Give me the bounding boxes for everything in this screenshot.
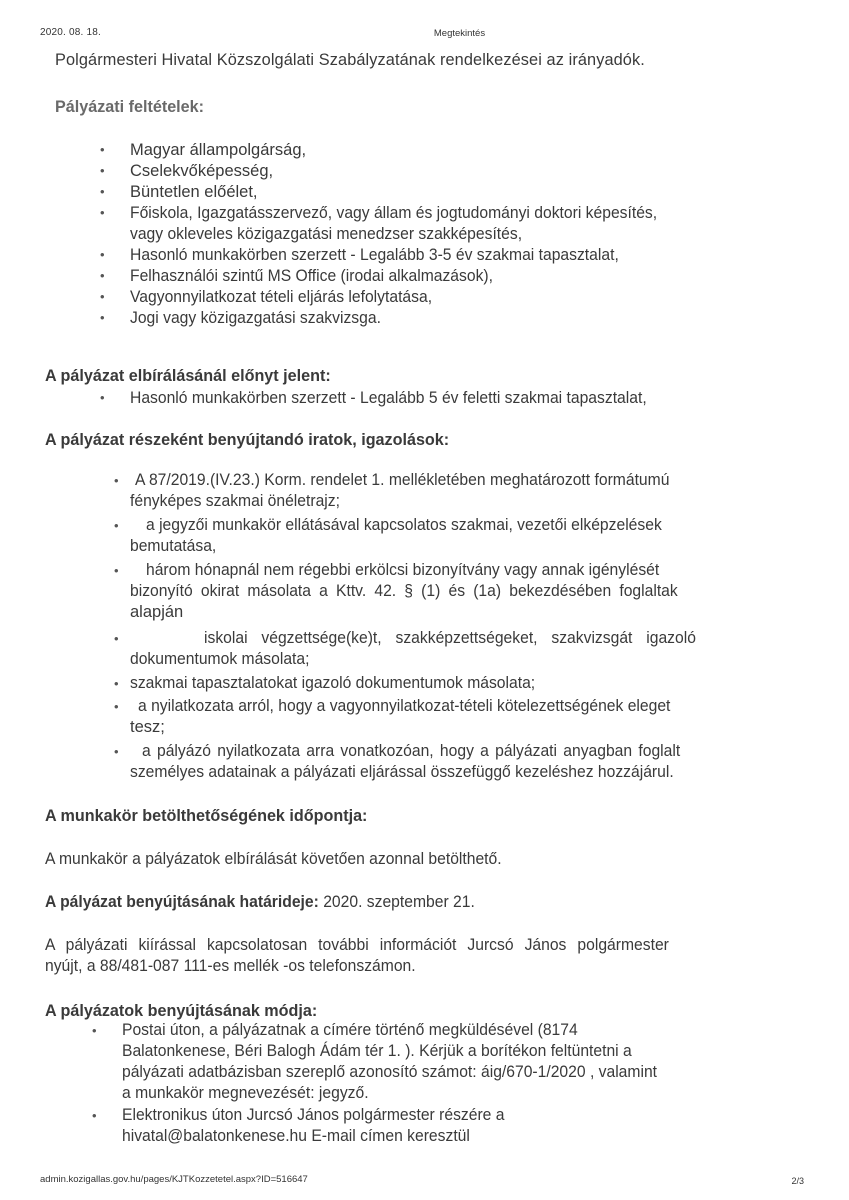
conditions-list xyxy=(100,140,820,329)
conditions-heading: Pályázati feltételek: xyxy=(55,97,205,116)
start-date-heading: A munkakör betölthetőségének időpontja: xyxy=(45,806,368,825)
bullet-icon: • xyxy=(114,631,119,646)
list-item: • Hasonló munkakörben szerzett - Legalább 5 év feletti szakmai tapasztalat, xyxy=(100,389,647,407)
bullet-icon: • xyxy=(114,563,119,578)
bullet-icon: • xyxy=(100,390,105,405)
bullet-icon: • xyxy=(114,518,119,533)
footer-url: admin.kozigallas.gov.hu/pages/KJTKozzetetel.aspx?ID=516647 xyxy=(40,1174,308,1185)
doc-item: • iskolai végzettsége(ke)t, szakképzettségeket, szakvizsgát igazoló dokumentumok másolata; xyxy=(114,629,696,668)
list-item-continuation: vagy okleveles közigazgatási menedzser szakképesítés, xyxy=(130,225,523,243)
contact-info: A pályázati kiírással kapcsolatosan további információt Jurcsó János polgármester nyújt, a 88/481-087 111-es mellék -os telefonszámon. xyxy=(45,936,669,975)
page-number: 2/3 xyxy=(791,1176,804,1186)
doc-item: • szakmai tapasztalatokat igazoló dokumentumok másolata; xyxy=(114,674,536,692)
list-item: • Hasonló munkakörben szerzett - Legalább 3-5 év szakmai tapasztalat, xyxy=(100,246,619,264)
bullet-icon: • xyxy=(114,473,119,488)
bullet-icon: • xyxy=(114,699,119,714)
advantage-heading: A pályázat elbírálásánál előnyt jelent: xyxy=(45,366,331,385)
documents-heading: A pályázat részeként benyújtandó iratok, igazolások: xyxy=(45,430,450,449)
print-header-title: Megtekintés xyxy=(433,28,486,39)
bullet-icon: • xyxy=(100,142,105,157)
list-item: • Jogi vagy közigazgatási szakvizsga. xyxy=(100,309,381,327)
bullet-icon: • xyxy=(100,310,105,325)
doc-item: • a jegyzői munkakör ellátásával kapcsolatos szakmai, vezetői elképzelések bemutatása, xyxy=(114,516,662,555)
advantage-list xyxy=(100,388,820,408)
deadline-line xyxy=(45,892,475,913)
bullet-icon: • xyxy=(100,289,105,304)
bullet-icon: • xyxy=(114,676,119,691)
bullet-icon: • xyxy=(100,205,105,220)
doc-item: • A 87/2019.(IV.23.) Korm. rendelet 1. mellékletében meghatározott formátumú fényképes szakmai önéletrajz; xyxy=(114,471,670,510)
list-item: • Cselekvőképesség, xyxy=(100,162,274,180)
submission-item-electronic: • Elektronikus úton Jurcsó János polgármester részére a hivatal@balatonkenese.hu E-mail címen keresztül xyxy=(92,1106,505,1145)
bullet-icon: • xyxy=(92,1108,97,1123)
list-item: • Főiskola, Igazgatásszervező, vagy állam és jogtudományi doktori képesítés, xyxy=(100,204,658,222)
bullet-icon: • xyxy=(100,268,105,283)
bullet-icon: • xyxy=(100,184,105,199)
print-date: 2020. 08. 18. xyxy=(40,27,101,38)
deadline-value: 2020. szeptember 21. xyxy=(318,893,475,911)
list-item: • Felhasználói szintű MS Office (irodai alkalmazások), xyxy=(100,267,494,285)
deadline-label: A pályázat benyújtásának határideje: xyxy=(45,893,319,911)
start-date-text: A munkakör a pályázatok elbírálását követően azonnal betölthető. xyxy=(45,850,502,868)
doc-item: • a pályázó nyilatkozata arra vonatkozóan, hogy a pályázati anyagban foglalt személyes adatainak a pályázati eljárással összefüggő kezeléshez hozzájárul. xyxy=(114,742,681,781)
submission-heading: A pályázatok benyújtásának módja: xyxy=(45,1001,318,1020)
doc-item: • a nyilatkozata arról, hogy a vagyonnyilatkozat-tételi kötelezettségének eleget tesz; xyxy=(114,697,671,736)
bullet-icon: • xyxy=(92,1023,97,1038)
submission-item-post: • Postai úton, a pályázatnak a címére történő megküldésével (8174 Balatonkenese, Béri Balogh Ádám tér 1. ). Kérjük a borítékon feltüntetni a pályázati adatbázisban szereplő azonosító számot: áig/670-1/2020 , valamint a munkakör megnevezését: jegyző. xyxy=(92,1021,658,1102)
bullet-icon: • xyxy=(100,163,105,178)
list-item: • Vagyonnyilatkozat tételi eljárás lefolytatása, xyxy=(100,288,433,306)
bullet-icon: • xyxy=(100,247,105,262)
list-item: • Büntetlen előélet, xyxy=(100,183,258,201)
intro-text: Polgármesteri Hivatal Közszolgálati Szabályzatának rendelkezései az irányadók. xyxy=(55,50,645,69)
doc-item: • három hónapnál nem régebbi erkölcsi bizonyítvány vagy annak igénylését bizonyító okirat másolata a Kttv. 42. § (1) és (1a) bekezdésében foglaltak alapján xyxy=(114,561,678,621)
bullet-icon: • xyxy=(114,744,119,759)
list-item: • Magyar állampolgárság, xyxy=(100,141,307,159)
